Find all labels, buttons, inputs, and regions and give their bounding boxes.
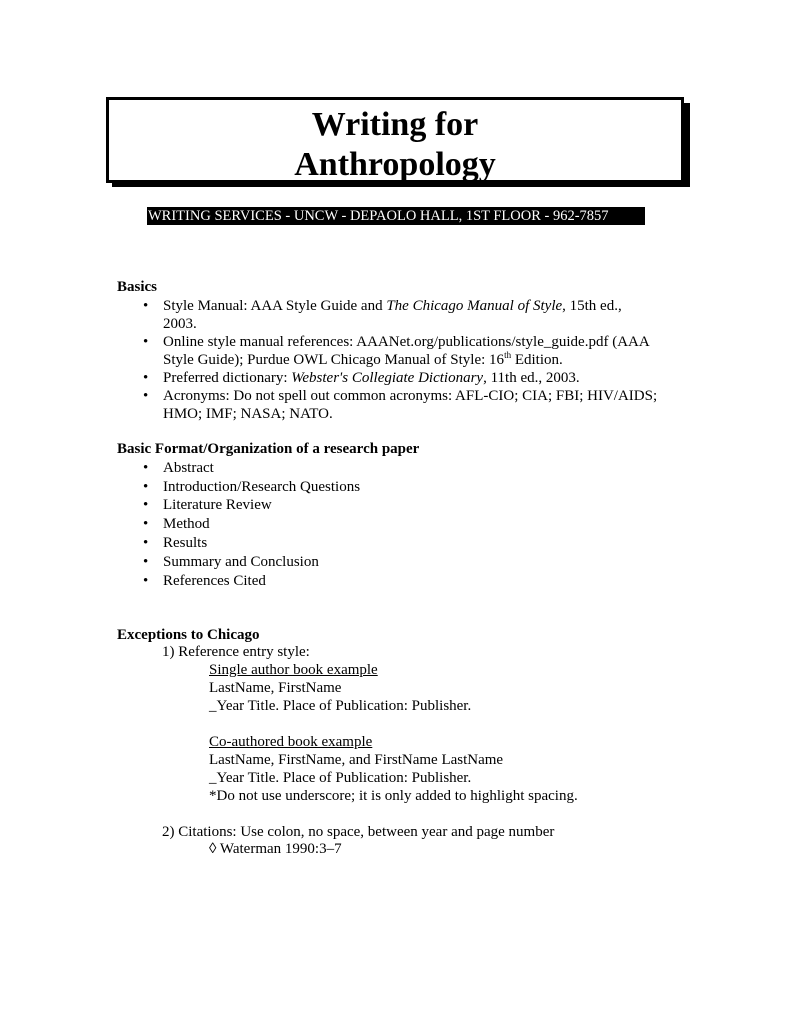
format-heading: Basic Format/Organization of a research paper xyxy=(117,441,420,457)
title-line-1: Writing for xyxy=(311,106,479,143)
bullet-icon: • xyxy=(143,479,149,495)
text: Edition. xyxy=(511,352,563,368)
basics-item-online-refs: Online style manual references: AAANet.org/publications/style_guide.pdf (AAA xyxy=(163,334,650,350)
underscore-note: *Do not use underscore; it is only added to highlight spacing. xyxy=(209,788,578,804)
bullet-icon: • xyxy=(143,388,149,404)
bullet-icon: • xyxy=(143,497,149,513)
bullet-icon: • xyxy=(143,516,149,532)
co-authored-heading: Co-authored book example xyxy=(209,734,373,750)
basics-item-online-refs-cont xyxy=(163,351,563,370)
bullet-icon: • xyxy=(143,298,149,314)
superscript: th xyxy=(504,350,512,360)
format-item-references: References Cited xyxy=(163,573,266,589)
title-line-2: Anthropology xyxy=(294,146,496,183)
single-author-heading: Single author book example xyxy=(209,662,378,678)
bullet-icon: • xyxy=(143,460,149,476)
reference-entry-style: 1) Reference entry style: xyxy=(162,644,310,660)
single-author-line1: LastName, FirstName xyxy=(209,680,342,696)
format-item-abstract: Abstract xyxy=(163,460,214,476)
bullet-icon: • xyxy=(143,535,149,551)
citation-example: ◊ Waterman 1990:3–7 xyxy=(209,841,342,857)
book-title: The Chicago Manual of Style xyxy=(386,298,563,314)
title-box xyxy=(106,97,684,183)
basics-item-style-manual xyxy=(163,297,622,316)
co-authored-line1: LastName, FirstName, and FirstName LastName xyxy=(209,752,504,768)
bullet-icon: • xyxy=(143,334,149,350)
format-item-summary: Summary and Conclusion xyxy=(163,554,319,570)
basics-item-acronyms: Acronyms: Do not spell out common acronyms: AFL-CIO; CIA; FBI; HIV/AIDS; xyxy=(163,388,658,404)
text: , 15th ed., xyxy=(562,298,622,314)
format-item-literature: Literature Review xyxy=(163,497,272,513)
contact-banner: WRITING SERVICES - UNCW - DEPAOLO HALL, 1ST FLOOR - 962-7857 xyxy=(147,207,645,225)
bullet-icon: • xyxy=(143,370,149,386)
bullet-icon: • xyxy=(143,573,149,589)
text: Style Guide); Purdue OWL Chicago Manual of Style: 16 xyxy=(163,352,505,368)
book-title: Webster's Collegiate Dictionary xyxy=(291,370,484,386)
text: Preferred dictionary: xyxy=(163,370,292,386)
format-item-introduction: Introduction/Research Questions xyxy=(163,479,361,495)
bullet-icon: • xyxy=(143,554,149,570)
co-authored-line2: _Year Title. Place of Publication: Publisher. xyxy=(209,770,472,786)
basics-item-acronyms-cont: HMO; IMF; NASA; NATO. xyxy=(163,406,333,422)
citations-rule: 2) Citations: Use colon, no space, between year and page number xyxy=(162,824,555,840)
exceptions-heading: Exceptions to Chicago xyxy=(117,627,260,643)
basics-heading: Basics xyxy=(117,279,158,295)
text: Style Manual: AAA Style Guide and xyxy=(163,298,387,314)
format-item-results: Results xyxy=(163,535,208,551)
format-item-method: Method xyxy=(163,516,210,532)
basics-item-dictionary xyxy=(163,369,580,388)
basics-item-style-manual-cont: 2003. xyxy=(163,316,197,332)
text: , 11th ed., 2003. xyxy=(483,370,580,386)
single-author-line2: _Year Title. Place of Publication: Publisher. xyxy=(209,698,472,714)
